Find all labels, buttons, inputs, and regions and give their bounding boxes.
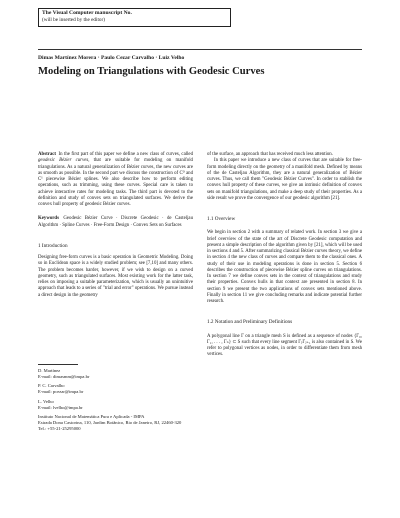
keywords-text: Geodesic Bézier Curve · Discrete Geodesic · de Casteljau Algorithm · Spline Curves · Free-Form Design · Convex Sets on Surfaces xyxy=(38,216,193,228)
author1-name: D. Martínez xyxy=(38,368,61,373)
coined-term: geodesic Bézier curves xyxy=(38,158,89,164)
author3-email: E-mail: lvelho@impa.br xyxy=(38,404,83,410)
journal-header-box xyxy=(38,8,231,27)
institution-phone: Tel.: +55-21-25295000 xyxy=(38,425,81,431)
left-column xyxy=(38,152,193,299)
keywords-label: Keywords xyxy=(38,216,59,222)
section-1-2-text: A polygonal line Γ on a triangle mesh S is defined as a sequence of nodes {Γ₀, Γ₁, . . . , Γₙ} ⊂ S such that every line segment ΓⱼΓⱼ₊₁ is also contained in S. We refer to polygonal vertices as nodes, in order to differentiate them from mesh vertices. xyxy=(207,333,362,358)
author1-email: E-mail: dimasmm@impa.br xyxy=(38,373,90,379)
footnote-rule xyxy=(38,364,78,365)
paper-title: Modeling on Triangulations with Geodesic Curves xyxy=(38,66,265,77)
section-1-1-heading: 1.1 Overview xyxy=(207,216,236,222)
section-1-2-heading: 1.2 Notation and Preliminary Definitions xyxy=(207,319,293,326)
author-list: Dimas Martínez Morera · Paulo Cezar Carvalho · Luiz Velho xyxy=(38,55,185,61)
journal-name: The Visual Computer manuscript No. xyxy=(42,10,132,16)
institution-address: Estrada Dona Castorina, 110, Jardim Botânico, Rio de Janeiro, RJ, 22460-320 xyxy=(38,419,182,425)
section-1-text: Designing free-form curves is a basic operation in Geometric Modeling. Doing so in Euclidean space is a widely studied problem; see [7,10] and many others. The problem becomes harder, however, if we wish to design on a curved geometry, such as triangulated surfaces. Most existing work for the latter task, relies on imposing a suitable parameterization, which is usually an unintuitive approach that leads to a series of "trial and error" operations. We pursue instead a direct design in the geometry xyxy=(38,255,193,298)
affiliations xyxy=(38,368,193,431)
intro-paragraph-2: In this paper we introduce a new class of curves that are suitable for free-form modeling directly on the geometry of a manifold mesh. Defined by means of the de Casteljau Algorithm, they are a natural generalization of Bézier curves. Thus, we call them "Geodesic Bézier Curves". In order to stablish the convex hull property of these curves, we give an intrinsic definition of convex sets on manifold triangulations, and make a deep study of their properties. As a side result we prove the convergence of our geodesic algorithm [21]. xyxy=(207,158,362,201)
section-1-heading: 1 Introduction xyxy=(38,242,68,249)
author2-email: E-mail: pcezar@impa.br xyxy=(38,389,84,395)
institution: Instituto Nacional de Matemática Pura e Aplicada - IMPA xyxy=(38,414,145,420)
abstract-label: Abstract xyxy=(38,152,57,157)
section-1-1-text: We begin in section 2 with a summary of related work. In section 3 we give a brief overview of the state of the art of Discrete Geodesic computation and present a simple description of the algorithm given by [21], which will be used in sections 4 and 5. After summarizing classical Bézier curves theory, we define in section 4 the new class of curves and compare them to the classical ones. A study of their use in modeling operations is done in section 5. Section 6 describes the construction of piecewise Bézier spline curves on triangulations. In section 7 we define convex sets in the context of triangulations and study their properties. Convex hulls in that context are presented in section 8. In section 9 we present the two applications of convex sets mentioned above. Finally in section 11 we give concluding remarks and indicate potential further research. xyxy=(207,230,362,304)
right-column xyxy=(207,152,362,359)
abstract-text: In the first part of this paper we define a new class of curves, called geodesic Bézier curves, that are suitable for modeling on manifold triangulations. As a natural generalization of Bézier curves, the new curves are as smooth as possible. In the second part we discuss the construction of C⁰ and C¹ piecewise Bézier splines. We also describe how to perform editing operations, such as trimming, using these curves. Special care is taken to achieve interactive rates for modeling tasks. The third part is devoted to the definition and study of convex sets on triangulated surfaces. We derive the convex hull property of geodesic Bézier curves. xyxy=(38,152,193,207)
author2-name: P. C. Carvalho xyxy=(38,383,65,389)
top-rule xyxy=(38,49,362,50)
editor-note: (will be inserted by the editor) xyxy=(42,17,105,23)
intro-continued: of the surface, an approach that has received much less attention. xyxy=(207,152,333,157)
abstract xyxy=(38,152,193,208)
keywords xyxy=(38,216,193,229)
author3-name: L. Velho xyxy=(38,398,54,404)
